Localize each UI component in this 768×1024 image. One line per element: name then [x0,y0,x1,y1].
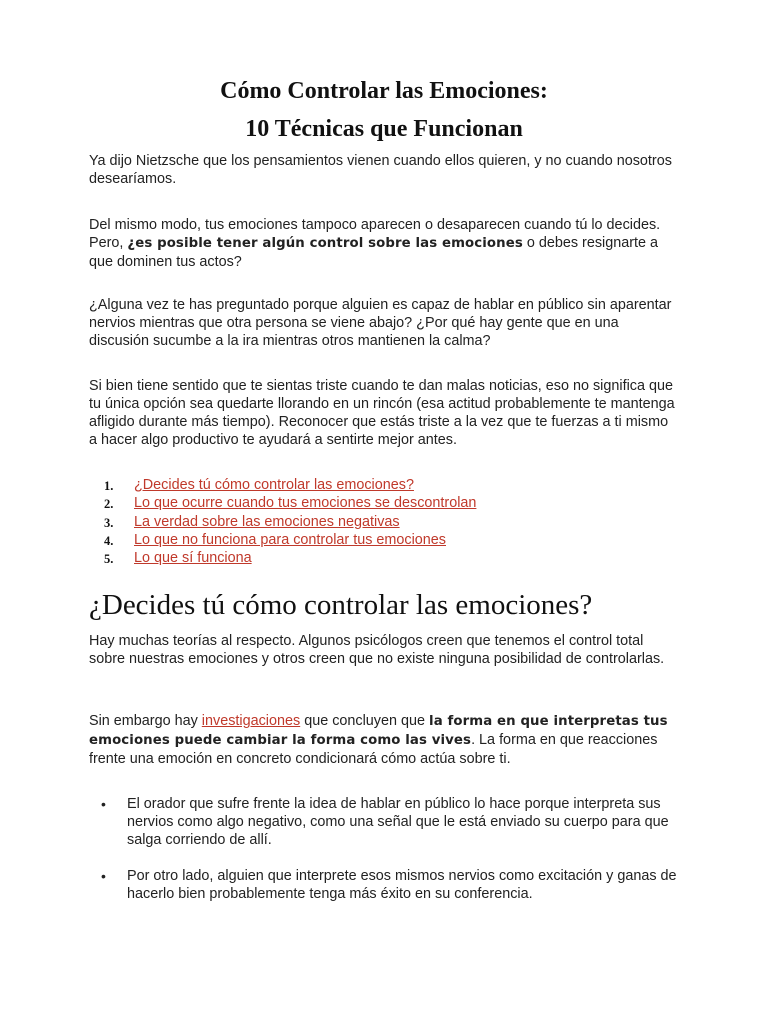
toc-number: 4. [104,533,114,548]
bullet-text: Por otro lado, alguien que interprete esos mismos nervios como excitación y ganas de hacerlo bien probablemente tenga más éxito en su conferencia. [127,868,677,902]
toc-link-no-funciona[interactable]: Lo que no funciona para controlar tus emociones [134,531,446,548]
section-paragraph-2-bold: la forma en que interpretas tus emociones puede cambiar la forma como las vives [89,714,668,748]
intro-paragraph-2-end: o debes resignarte a que dominen tus actos? [89,235,659,270]
investigaciones-link[interactable]: investigaciones [201,713,301,729]
toc-item [89,531,476,549]
section-paragraph-2 [89,712,679,768]
intro-paragraph-2 [89,216,679,271]
toc-number: 2. [104,497,114,512]
toc-item [89,494,476,512]
intro-paragraph-3: ¿Alguna vez te has preguntado porque alguien es capaz de hablar en público sin aparentar nervios mientras que otra persona se viene abajo? ¿Por qué hay gente que en una discusión sucumbe a la ira mientras otros mantienen la calma? [89,297,672,349]
bullet-marker: • [101,868,106,884]
section-paragraph-1: Hay muchas teorías al respecto. Algunos psicólogos creen que tenemos el control total sobre nuestras emociones y otros creen que no existe ninguna posibilidad de controlarlas. [89,633,665,667]
toc-link-si-funciona[interactable]: Lo que sí funciona [134,550,252,567]
section-paragraph-2-end: . La forma en que reacciones frente una emoción en concreto condicionará cómo actúa sobre ti. [89,732,658,767]
toc-number: 1. [104,479,114,493]
section-paragraph-2-start: Sin embargo hay [89,713,202,729]
intro-paragraph-2-bold: ¿es posible tener algún control sobre las emociones [127,236,523,251]
bullet-text: El orador que sufre frente la idea de hablar en público lo hace porque interpreta sus nervios como algo negativo, como una señal que le está enviado su cuerpo para que salga corriendo de allí. [127,796,669,848]
intro-paragraph-4: Si bien tiene sentido que te sientas triste cuando te dan malas noticias, eso no significa que tu única opción sea quedarte llorando en un rincón (esa actitud probablemente te mantenga afligido durante más tiempo). Reconocer que estás triste a la vez que te fuerzas a ti mismo a hacer algo productivo te ayudará a sentirte mejor antes. [89,378,675,448]
toc-number: 5. [104,552,114,567]
page-title-line-1: Cómo Controlar las Emociones: [220,78,548,104]
bullet-item [89,867,689,903]
page-title-line-2: 10 Técnicas que Funcionan [245,116,523,142]
toc-link-negativas[interactable]: La verdad sobre las emociones negativas [134,513,400,530]
section-paragraph-2-mid: que concluyen que [300,713,430,729]
toc-item [89,476,476,494]
table-of-contents [89,476,476,567]
toc-item [89,549,476,567]
toc-link-decides[interactable]: ¿Decides tú cómo controlar las emociones? [134,477,414,493]
intro-paragraph-1: Ya dijo Nietzsche que los pensamientos vienen cuando ellos quieren, y no cuando nosotros desearíamos. [89,153,672,187]
section-heading: ¿Decides tú cómo controlar las emociones? [89,589,593,621]
toc-item [89,513,476,531]
bullet-marker: • [101,796,106,812]
bullet-item [89,795,689,849]
intro-paragraph-2-start: Del mismo modo, tus emociones tampoco aparecen o desaparecen cuando tú lo decides. Pero, [89,217,661,251]
toc-number: 3. [104,515,114,530]
toc-link-descontrolan[interactable]: Lo que ocurre cuando tus emociones se descontrolan [134,495,477,512]
